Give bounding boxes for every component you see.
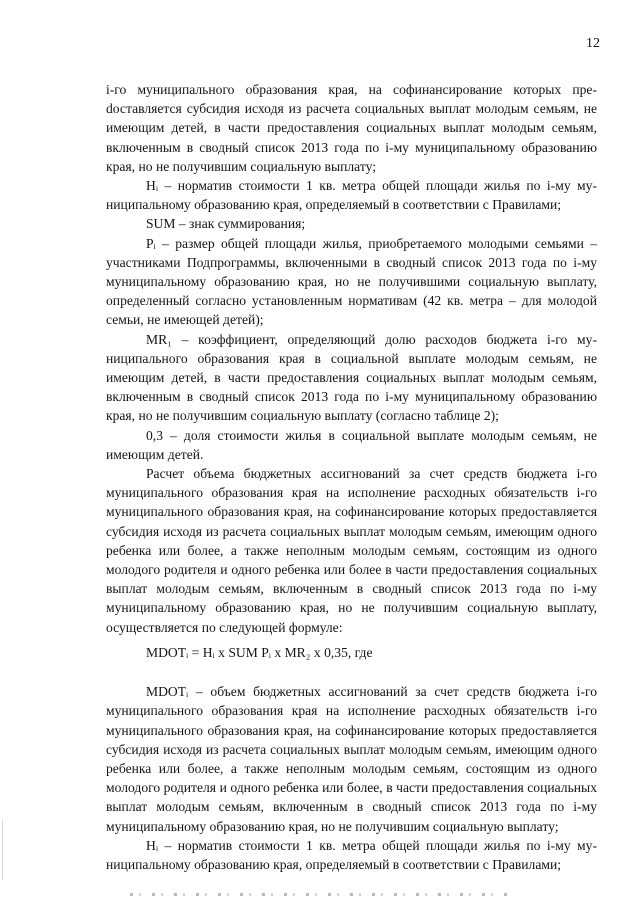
paragraph-definition-sum: SUM – знак суммирования;	[146, 216, 306, 232]
paragraph-definition-share: 0,3 – доля стоимости жилья в социальной выплате молодым семьям, не имеющим детей.	[106, 427, 597, 462]
page-number: 12	[586, 36, 600, 51]
paragraph-definition-area: Рᵢ – размер общей площади жилья, приобретаемого молодыми семьями – участниками Подпрограммы, включенными в сводный список 2013 года по i-му муниципальному образованию края, но не получившими социальную выплату, определенный согласно установленным нормативам (42 кв. метра – для молодой семьи, не имеющей детей);	[106, 235, 597, 328]
formula: MDOTᵢ = Нᵢ x SUM Рᵢ x MR₂ x 0,35, где	[146, 644, 373, 660]
paragraph-definition-norm-cost-2: Нᵢ – норматив стоимости 1 кв. метра общей площади жилья по i-му муниципальному образованию края, определяемый в соответствии с Правилами;	[106, 837, 597, 872]
scan-edge-artifact	[2, 820, 3, 880]
paragraph-definition-mdot: MDOTᵢ – объем бюджетных ассигнований за счет средств бюджета i-го муниципального образования края на исполнение расходных обязательств i-го муниципального образования края, на софинансирование которых предоставляется субсидия исходя из расчета социальных выплат молодым семьям, имеющим одного ребенка или более, а также неполным молодым семьям, состоящим из одного молодого родителя и одного ребенка или более, в части предоставления социальных выплат молодым семьям, включенным в сводный список 2013 года по i-му муниципальному образованию края, но не получившим социальную выплату;	[106, 684, 597, 834]
paragraph-continuation: i-го муниципального образования края, на софинансирование которых преdоставляется субсидия исходя из расчета социальных выплат молодым семьям, не имеющим детей, в части предоставления социальных выплат молодым семьям, включенным в сводный список 2013 года по i-му муниципальному образованию края, но не получившим социальную выплату;	[106, 82, 597, 174]
paragraph-definition-coefficient: MR₁ – коэффициент, определяющий долю расходов бюджета i-го муниципального образования края в социальной выплате молодым семьям, не имеющим детей, в части предоставления социальных выплат молодым семьям, включенным в сводный список 2013 года по i-му муниципальному образованию края, но не получившим социальную выплату (согласно таблице 2);	[106, 331, 597, 424]
paragraph-definition-norm-cost: Нᵢ – норматив стоимости 1 кв. метра общей площади жилья по i-му муниципальному образованию края, определяемый в соответствии с Правилами;	[106, 178, 597, 213]
paragraph-calculation-intro: Расчет объема бюджетных ассигнований за счет средств бюджета i-го муниципального образования края на исполнение расходных обязательств i-го муниципального образования края, на софинансирование которых предоставляется субсидия исходя из расчета социальных выплат молодым семьям, имеющим одного ребенка или более, а также неполным молодым семьям, состоящим из одного молодого родителя и одного ребенка или более в части предоставления социальных выплат молодым семьям, включенным в сводный список 2013 года по i-му муниципальному образованию края, но не получившим социальную выплату, осуществляется по следующей формуле:	[106, 466, 597, 635]
document-body	[106, 80, 597, 874]
scan-bottom-artifact	[130, 893, 510, 896]
